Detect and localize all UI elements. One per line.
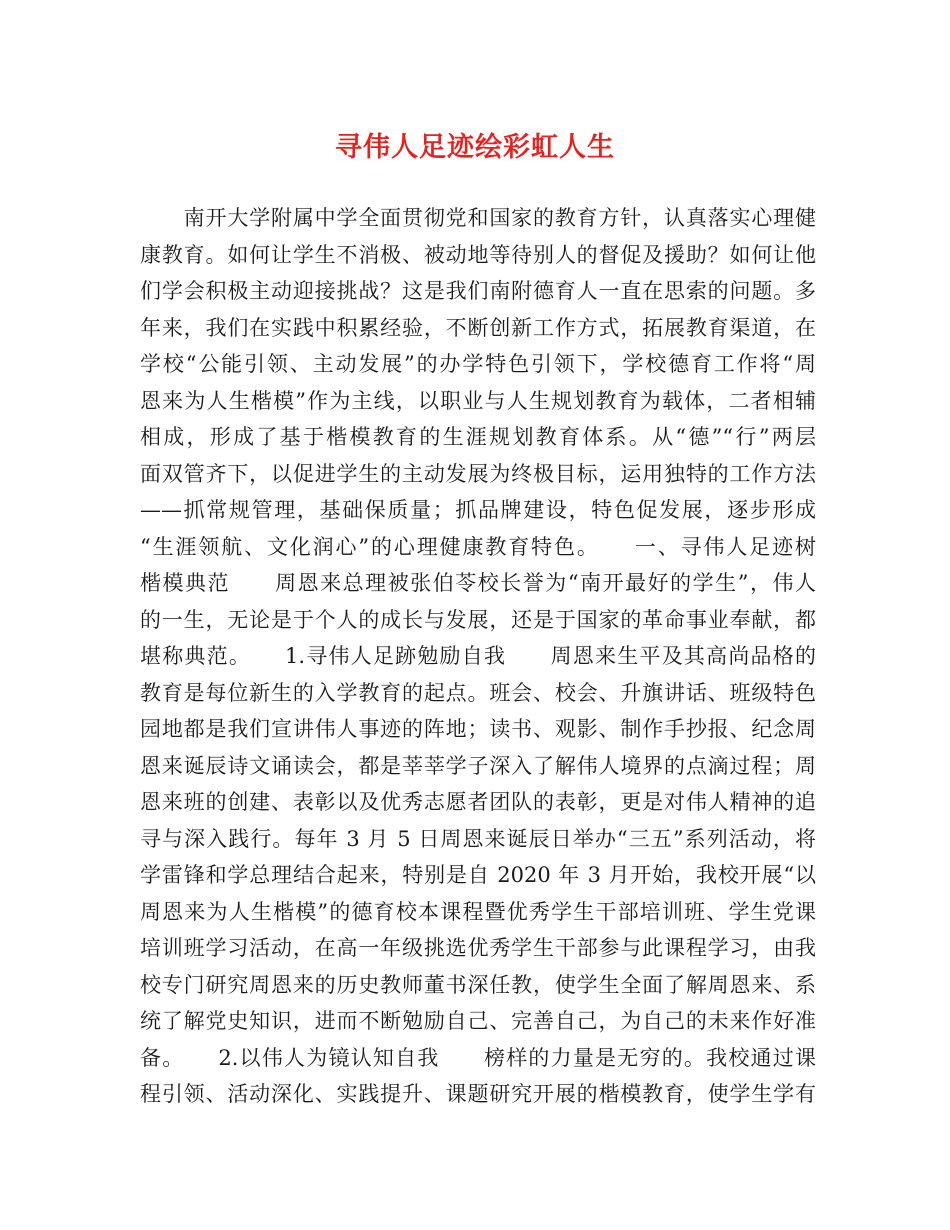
text-line: 康教育。如何让学生不消极、被动地等待别人的督促及援助？如何让他	[140, 242, 816, 267]
text-line: 备。 2.以伟人为镜认知自我 榜样的力量是无穷的。我校通过课	[140, 1045, 816, 1070]
text-line: 年来，我们在实践中积累经验，不断创新工作方式，拓展教育渠道，在	[140, 315, 816, 340]
text-line: 教育是每位新生的入学教育的起点。班会、校会、升旗讲话、班级特色	[140, 680, 816, 705]
text-line: 校专门研究周恩来的历史教师董书深任教，使学生全面了解周恩来、系	[140, 972, 816, 997]
text-line: “生涯领航、文化润心”的心理健康教育特色。 一、寻伟人足迹树	[140, 534, 816, 559]
text-line: 学雷锋和学总理结合起来，特别是自 2020 年 3 月开始，我校开展“以	[140, 863, 816, 887]
text-line: 相成，形成了基于楷模教育的生涯规划教育体系。从“德”“行”两层	[140, 425, 816, 449]
text-line: 楷模典范 周恩来总理被张伯苓校长誉为“南开最好的学生”，伟人	[140, 571, 816, 595]
document-body	[140, 200, 816, 1113]
text-line: 堪称典范。 1.寻伟人足跡勉励自我 周恩来生平及其高尚品格的	[140, 644, 816, 668]
text-line: 统了解党史知识，进而不断勉励自己、完善自己，为自己的未来作好准	[140, 1009, 816, 1033]
text-line: 们学会积极主动迎接挑战？这是我们南附德育人一直在思索的问题。多	[140, 279, 816, 303]
text-line: 恩来班的创建、表彰以及优秀志愿者团队的表彰，更是对伟人精神的追	[140, 790, 816, 814]
text-line: 园地都是我们宣讲伟人事迹的阵地；读书、观影、制作手抄报、纪念周	[140, 717, 816, 741]
text-line: ——抓常规管理，基础保质量；抓品牌建设，特色促发展，逐步形成	[140, 498, 816, 522]
text-line: 培训班学习活动，在高一年级挑选优秀学生干部参与此课程学习，由我	[140, 936, 816, 960]
text-line: 寻与深入践行。每年 3 月 5 日周恩来诞辰日举办“三五”系列活动，将	[140, 826, 816, 851]
text-line: 南开大学附属中学全面贯彻党和国家的教育方针，认真落实心理健	[140, 206, 816, 230]
text-line: 周恩来为人生楷模”的德育校本课程暨优秀学生干部培训班、学生党课	[140, 899, 816, 924]
text-line: 面双管齐下，以促进学生的主动发展为终极目标，运用独特的工作方法	[140, 461, 816, 486]
text-line: 恩来诞辰诗文诵读会，都是莘莘学子深入了解伟人境界的点滴过程；周	[140, 753, 816, 778]
text-line: 学校“公能引领、主动发展”的办学特色引领下，学校德育工作将“周	[140, 352, 816, 376]
text-line: 恩来为人生楷模”作为主线，以职业与人生规划教育为载体，二者相辅	[140, 388, 816, 413]
text-line: 程引领、活动深化、实践提升、课题研究开展的楷模教育，使学生学有	[140, 1082, 816, 1106]
text-line: 的一生，无论是于个人的成长与发展，还是于国家的革命事业奉献，都	[140, 607, 816, 632]
document-title: 寻伟人足迹绘彩虹人生	[335, 132, 615, 163]
